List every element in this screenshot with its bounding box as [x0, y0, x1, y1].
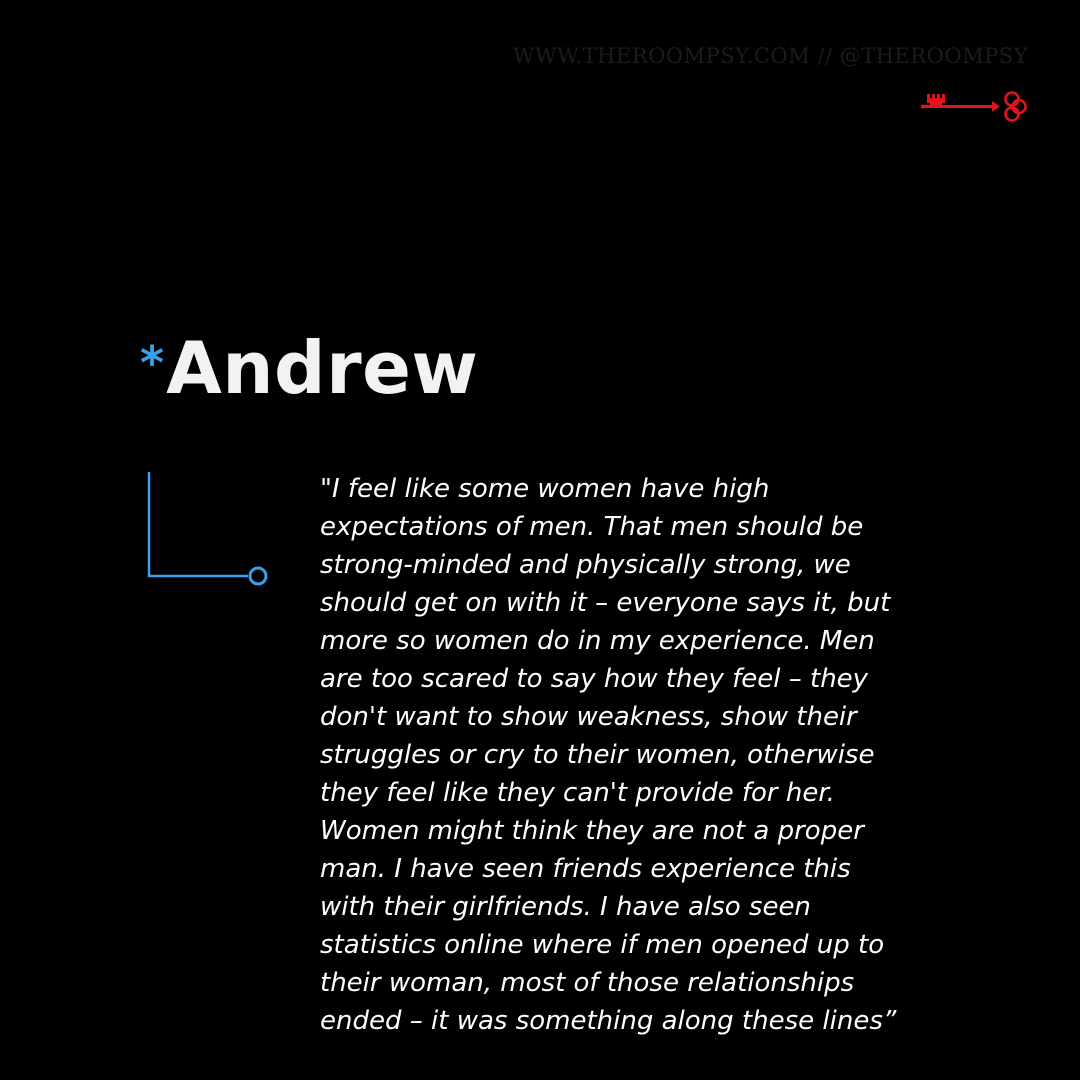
key-icon — [918, 86, 1028, 126]
quote-line: Women might think they are not a proper — [320, 816, 864, 846]
bracket-connector-icon — [146, 470, 272, 590]
quote-line: "I feel like some women have high — [320, 474, 770, 504]
person-name: Andrew — [166, 326, 479, 410]
asterisk-mark: * — [140, 336, 165, 390]
quote-line: are too scared to say how they feel – they — [320, 664, 869, 694]
quote-line: don't want to show weakness, show their — [320, 702, 857, 732]
quote-line: struggles or cry to their women, otherwise — [320, 740, 875, 770]
quote-line: statistics online where if men opened up to — [320, 930, 885, 960]
quote-line: more so women do in my experience. Men — [320, 626, 875, 656]
quote-line: man. I have seen friends experience this — [320, 854, 851, 884]
quote-line: they feel like they can't provide for her. — [320, 778, 835, 808]
testimonial-quote — [320, 470, 1020, 1040]
quote-line: ended – it was something along these lines” — [320, 1006, 897, 1036]
quote-line: expectations of men. That men should be — [320, 512, 864, 542]
quote-line: strong-minded and physically strong, we — [320, 550, 851, 580]
quote-line: with their girlfriends. I have also seen — [320, 892, 811, 922]
website-handle-text: WWW.THEROOMPSY.COM // @THEROOMPSY — [512, 44, 1028, 68]
quote-line: their woman, most of those relationships — [320, 968, 855, 998]
person-title — [140, 326, 479, 410]
quote-line: should get on with it – everyone says it, but — [320, 588, 891, 618]
